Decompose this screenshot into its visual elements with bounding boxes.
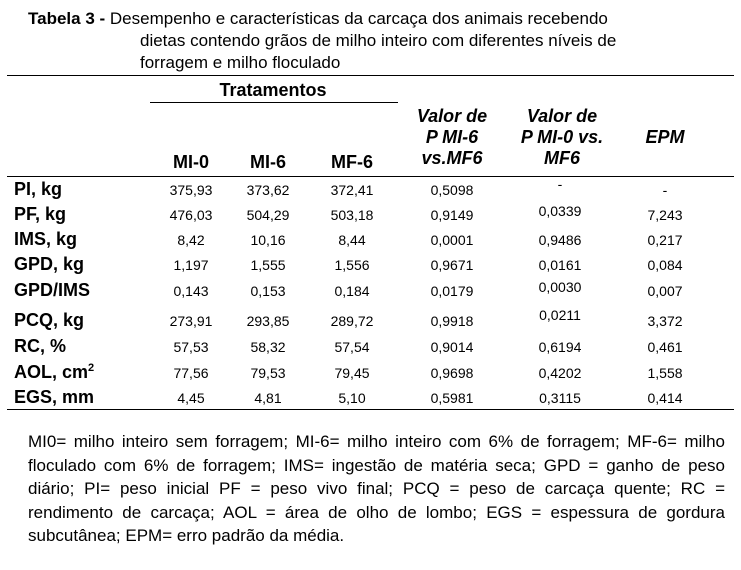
row-label (14, 280, 90, 301)
cell-p2: - (557, 176, 563, 192)
pval2-line-1: Valor de (526, 106, 598, 126)
cell-mi6: 504,29 (246, 207, 290, 223)
table-top-rule (7, 75, 734, 76)
row-label-text: PF, kg (14, 204, 67, 224)
cell-p1: 0,9149 (430, 207, 474, 223)
cell-epm: 0,414 (647, 390, 683, 406)
cell-mi6: 293,85 (246, 313, 290, 329)
row-label (14, 204, 66, 225)
row-label-superscript: 2 (88, 362, 95, 374)
table-footnote: MI0= milho inteiro sem forragem; MI-6= milho inteiro com 6% de forragem; MF-6= milho floculado com 6% de forragem; IMS= ingestão de matéria seca; GPD = ganho de peso diário; PI= peso inicial PF = peso vivo final; PCQ = peso de carcaça quente; RC = rendimento de carcaça; AOL = área de olho de lombo; EGS = espessura de gordura subcutânea; EPM= erro padrão da média. (28, 432, 725, 545)
cell-p2: 0,4202 (538, 365, 582, 381)
cell-epm: 3,372 (647, 313, 683, 329)
cell-p2: 0,3115 (539, 390, 581, 406)
pval1-line-2: P MI-6 (425, 127, 479, 147)
cell-p1: 0,0001 (430, 232, 474, 248)
cell-epm: - (662, 182, 668, 198)
cell-mi0: 476,03 (169, 207, 213, 223)
cell-mi0: 4,45 (177, 390, 205, 406)
cell-p2: 0,0030 (538, 279, 582, 295)
cell-mf6: 79,45 (334, 365, 370, 381)
cell-mi6: 10,16 (250, 232, 286, 248)
row-label-text: RC, % (14, 336, 67, 356)
pval2-line-3: MF6 (544, 148, 580, 168)
row-label-text: PI, kg (14, 179, 63, 199)
cell-mi6: 1,555 (250, 257, 286, 273)
header-bottom-rule (7, 176, 734, 177)
cell-p2: 0,9486 (538, 232, 582, 248)
cell-p1: 0,9671 (430, 257, 474, 273)
cell-epm: 1,558 (647, 365, 683, 381)
cell-mf6: 1,556 (334, 257, 370, 273)
group-header-rule (150, 102, 398, 103)
cell-epm: 0,217 (647, 232, 683, 248)
caption-line-1 (28, 8, 733, 30)
cell-epm: 0,084 (647, 257, 683, 273)
row-label (14, 179, 62, 200)
caption-line-2: dietas contendo grãos de milho inteiro com diferentes níveis de (140, 31, 617, 50)
cell-p1: 0,9918 (430, 313, 474, 329)
group-header-tratamentos: Tratamentos (219, 80, 327, 100)
cell-mi6: 79,53 (250, 365, 286, 381)
pval1-line-1: Valor de (416, 106, 488, 126)
pval2-line-2: P MI-0 vs. (520, 127, 604, 147)
row-label (14, 362, 94, 383)
cell-p2: 0,6194 (538, 339, 582, 355)
cell-mi0: 1,197 (173, 257, 209, 273)
cell-mf6: 0,184 (334, 283, 370, 299)
column-header-mi6: MI-6 (250, 152, 286, 172)
cell-p2: 0,0161 (538, 257, 582, 273)
cell-p1: 0,5098 (430, 182, 474, 198)
caption-label: Tabela 3 - (28, 9, 106, 28)
column-header-epm: EPM (645, 127, 685, 147)
cell-mi6: 58,32 (250, 339, 286, 355)
cell-p1: 0,9014 (430, 339, 474, 355)
cell-p1: 0,5981 (430, 390, 474, 406)
cell-mi0: 8,42 (177, 232, 205, 248)
cell-mi0: 375,93 (169, 182, 213, 198)
table-caption (28, 8, 733, 74)
row-label-text: AOL, cm (14, 362, 89, 382)
row-label (14, 387, 94, 408)
caption-line-3: forragem e milho floculado (140, 53, 341, 72)
row-label (14, 310, 84, 331)
column-header-mi0: MI-0 (173, 152, 209, 172)
cell-mf6: 372,41 (330, 182, 374, 198)
cell-epm: 7,243 (647, 207, 683, 223)
row-label-text: IMS, kg (14, 229, 78, 249)
cell-mf6: 503,18 (330, 207, 374, 223)
row-label (14, 254, 84, 275)
table-bottom-rule (7, 409, 734, 410)
cell-p1: 0,0179 (430, 283, 474, 299)
cell-mi6: 0,153 (250, 283, 286, 299)
row-label-text: GPD, kg (14, 254, 85, 274)
column-header-pvalue-mi6-mf6 (417, 106, 487, 169)
row-label-text: GPD/IMS (14, 280, 91, 300)
column-header-mf6: MF-6 (331, 152, 373, 172)
cell-mi6: 373,62 (246, 182, 290, 198)
cell-p2: 0,0339 (538, 203, 582, 219)
cell-p1: 0,9698 (430, 365, 474, 381)
column-header-pvalue-mi0-mf6 (521, 106, 603, 169)
cell-mi6: 4,81 (254, 390, 282, 406)
cell-p2: 0,0211 (539, 307, 581, 323)
cell-mf6: 289,72 (330, 313, 374, 329)
pval1-line-3: vs.MF6 (421, 148, 483, 168)
cell-mi0: 0,143 (173, 283, 209, 299)
cell-mi0: 57,53 (173, 339, 209, 355)
row-label-text: EGS, mm (14, 387, 95, 407)
cell-epm: 0,007 (647, 283, 683, 299)
cell-mf6: 8,44 (338, 232, 366, 248)
cell-mf6: 5,10 (338, 390, 366, 406)
row-label (14, 336, 66, 357)
cell-mi0: 77,56 (173, 365, 209, 381)
row-label (14, 229, 77, 250)
cell-mi0: 273,91 (169, 313, 213, 329)
cell-epm: 0,461 (647, 339, 683, 355)
cell-mf6: 57,54 (334, 339, 370, 355)
caption-text-1: Desempenho e características da carcaça dos animais recebendo (109, 9, 608, 28)
row-label-text: PCQ, kg (14, 310, 85, 330)
